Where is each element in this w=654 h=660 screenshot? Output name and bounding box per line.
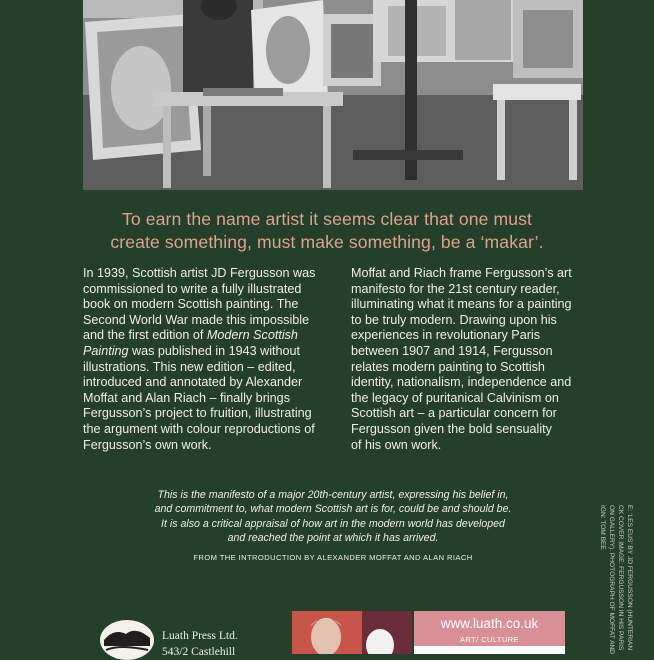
credit-line: E: ‘LES EUS’ BY JD FERGUSSON (HUNTERIAN bbox=[626, 505, 633, 651]
blurb-line: experiences in revolutionary Paris bbox=[351, 328, 540, 343]
blurb-line: Fergusson’s project to fruition, illustrating bbox=[83, 406, 312, 421]
blurb-line: book on modern Scottish painting. The bbox=[83, 297, 299, 312]
publisher-logo-icon bbox=[100, 620, 154, 660]
blurb-line: introduced and annotated by Alexander bbox=[83, 375, 303, 390]
blurb-line: between 1907 and 1914, Fergusson bbox=[351, 343, 553, 358]
blurb-line: commissioned to write a fully illustrated bbox=[83, 281, 302, 296]
blurb-line: Second World War made this impossible bbox=[83, 312, 310, 327]
blurb-line: Moffat and Alan Riach – finally brings bbox=[83, 390, 290, 405]
blurb-line: Moffat and Riach frame Fergusson’s art bbox=[351, 266, 572, 280]
book-title-italic: Painting bbox=[83, 343, 129, 358]
blurb-line: the argument with colour reproductions of bbox=[83, 421, 315, 436]
author-photo bbox=[292, 611, 412, 654]
blurb-line: Scottish art – a particular concern for bbox=[351, 406, 557, 421]
blurb-line: illuminating what it means for a painting bbox=[351, 297, 572, 312]
epigraph-line: and commitment to, what modern Scottish art is for, could be and should be. bbox=[154, 503, 512, 516]
publisher-street: 543/2 Castlehill bbox=[162, 646, 236, 658]
barcode-band bbox=[414, 646, 565, 654]
blurb-right-column bbox=[351, 266, 603, 453]
blurb-line bbox=[83, 344, 335, 360]
quote-attribution: FROM THE INTRODUCTION BY ALEXANDER MOFFAT AND ALAN RIACH bbox=[193, 553, 473, 562]
studio-photograph bbox=[83, 0, 583, 190]
blurb-line: the legacy of puritanical Calvinism on bbox=[351, 390, 559, 405]
blurb-line: to be truly modern. Drawing upon his bbox=[351, 312, 557, 327]
author-photo-illustration bbox=[292, 611, 412, 654]
blurb-line: of his own work. bbox=[351, 437, 442, 452]
pull-quote bbox=[60, 208, 594, 254]
pull-quote-line: To earn the name artist it seems clear that one must bbox=[121, 209, 533, 229]
studio-photograph-illustration bbox=[83, 0, 583, 190]
blurb-left-column bbox=[83, 266, 335, 453]
blurb-line: manifesto for the 21st century reader, bbox=[351, 281, 560, 296]
blurb-text: and the first edition of bbox=[83, 328, 207, 343]
category-label: ART/ CULTURE bbox=[459, 635, 520, 644]
blurb-line: relates modern painting to Scottish bbox=[351, 359, 545, 374]
blurb-line: illustrations. This new edition – edited, bbox=[83, 359, 296, 374]
blurb-line bbox=[83, 328, 335, 344]
pull-quote-line: create something, must make something, be a ‘makar’. bbox=[110, 232, 544, 252]
credit-line: ON GALLERY). PHOTOGRAPH OF MOFFAT AND bbox=[608, 505, 615, 654]
blurb-line: In 1939, Scottish artist JD Fergusson was bbox=[83, 266, 316, 280]
epigraph-line: It is also a critical appraisal of how art in the modern world has developed bbox=[161, 517, 505, 530]
blurb-line: Fergusson’s own work. bbox=[83, 437, 212, 452]
credit-line: CK COVER IMAGE: FERGUSSON IN HIS PARIS bbox=[617, 505, 624, 651]
epigraph-line: and reached the point at which it has arrived. bbox=[227, 532, 439, 545]
credit-line: IGN: TOM BEE bbox=[599, 505, 606, 550]
publisher-address bbox=[162, 628, 238, 660]
blurb-line: Fergusson given the bold sensuality bbox=[351, 421, 552, 436]
image-credits-vertical bbox=[590, 505, 634, 655]
publisher-name: Luath Press Ltd. bbox=[162, 630, 238, 642]
publisher-logo bbox=[100, 620, 154, 660]
website-banner bbox=[414, 611, 565, 654]
blurb-text: was published in 1943 without bbox=[128, 343, 301, 358]
blurb-line: identity, nationalism, independence and bbox=[351, 375, 572, 390]
book-title-italic: Modern Scottish bbox=[206, 328, 298, 343]
epigraph-line: This is the manifesto of a major 20th-century artist, expressing his belief in, bbox=[157, 489, 509, 501]
epigraph-quote bbox=[83, 488, 583, 546]
publisher-url[interactable]: www.luath.co.uk bbox=[440, 616, 539, 631]
